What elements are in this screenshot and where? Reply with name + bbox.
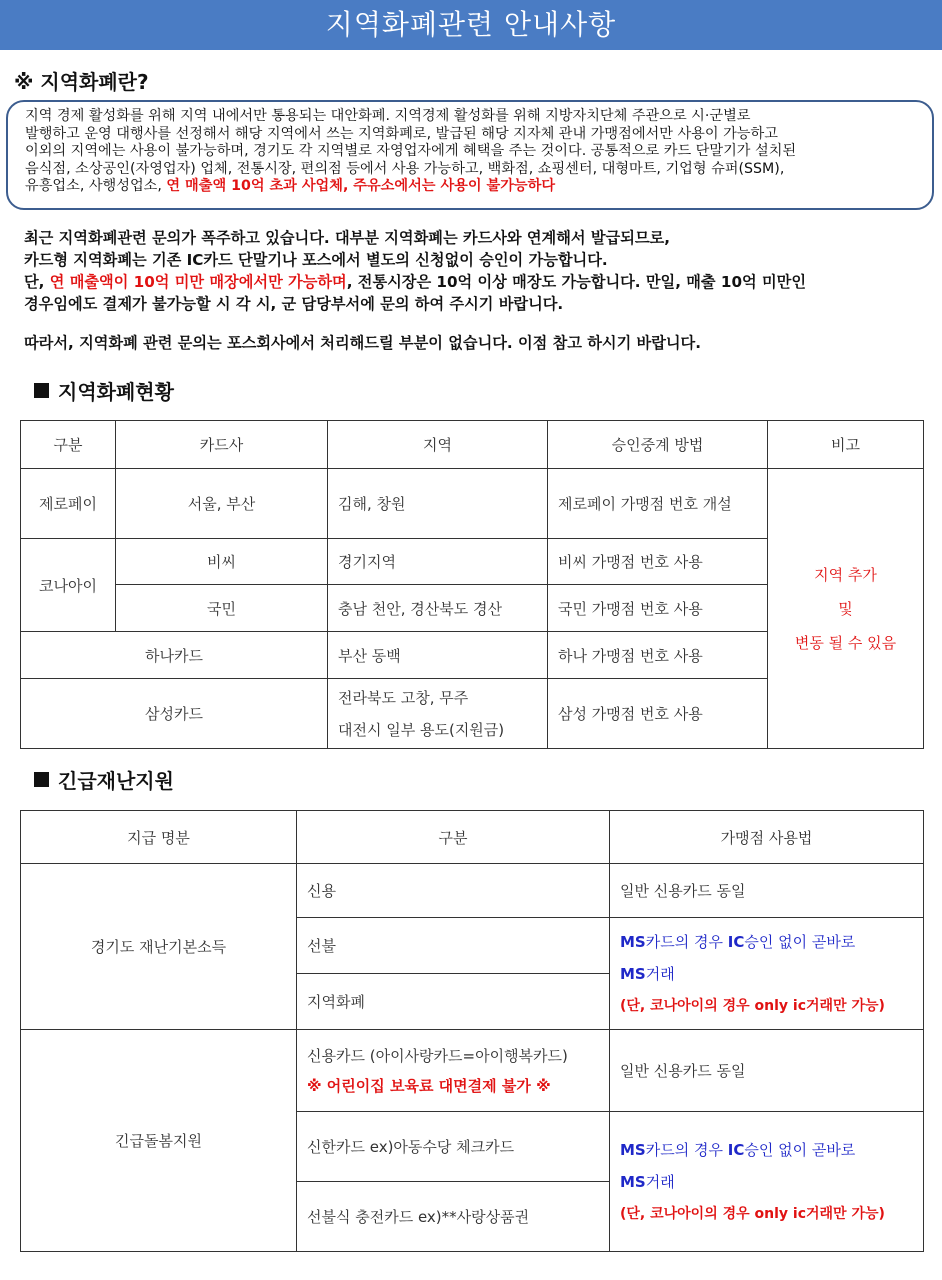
notice-line bbox=[24, 271, 934, 293]
category-cell: 신한카드 ex)아동수당 체크카드 bbox=[297, 1112, 610, 1182]
region-cell: 경기지역 bbox=[328, 539, 548, 585]
disaster-section-heading bbox=[34, 765, 174, 794]
notice-red-text: 연 매출액이 10억 미만 매장에서만 가능하며 bbox=[49, 273, 347, 291]
table-header-row bbox=[21, 811, 924, 864]
usage-cell: 일반 신용카드 동일 bbox=[610, 1030, 924, 1112]
region-cell: 충남 천안, 경산북도 경산 bbox=[328, 585, 548, 632]
remark-line: 지역 추가 bbox=[814, 565, 877, 584]
usage-line bbox=[620, 1134, 913, 1166]
card-cell: 하나카드 bbox=[21, 632, 328, 679]
usage-note: (단, 코나아이의 경우 only ic거래만 가능) bbox=[620, 997, 885, 1014]
method-cell: 비씨 가맹점 번호 사용 bbox=[548, 539, 768, 585]
usage-line bbox=[620, 926, 913, 958]
header-cell: 지역 bbox=[328, 421, 548, 469]
header-cell: 구분 bbox=[21, 421, 116, 469]
status-section-heading bbox=[34, 376, 174, 405]
definition-line: 이외의 지역에는 사용이 불가능하며, 경기도 각 지역별로 자영업자에게 혜택을 주는 것이다. 공통적으로 카드 단말기가 설치된 bbox=[25, 143, 797, 159]
category-cell: 선불식 충전카드 ex)**사랑상품권 bbox=[297, 1182, 610, 1252]
page-title: 지역화폐관련 안내사항 bbox=[325, 8, 617, 41]
notice-line: 카드형 지역화폐는 기존 IC카드 단말기나 포스에서 별도의 신청없이 승인이 가능합니다. bbox=[24, 251, 608, 269]
usage-line bbox=[620, 1166, 913, 1198]
payment-purpose-cell: 경기도 재난기본소득 bbox=[21, 864, 297, 1030]
status-table bbox=[20, 420, 924, 749]
usage-note: (단, 코나아이의 경우 only ic거래만 가능) bbox=[620, 1205, 885, 1222]
region-cell: 부산 동백 bbox=[328, 632, 548, 679]
header-cell: 가맹점 사용법 bbox=[610, 811, 924, 864]
usage-blue-text: MS bbox=[620, 964, 646, 983]
definition-box bbox=[6, 100, 934, 210]
usage-blue-text: MS bbox=[620, 1140, 646, 1159]
warning-text: ※ 어린이집 보육료 대면결제 불가 ※ bbox=[307, 1076, 551, 1095]
card-cell: 서울, 부산 bbox=[116, 469, 328, 539]
usage-blue-text: 승인 없이 곧바로 bbox=[744, 1140, 856, 1159]
notice-text: , 전통시장은 10억 이상 매장도 가능합니다. 만일, 매출 10억 미만인 bbox=[346, 273, 806, 291]
usage-blue-text: 승인 없이 곧바로 bbox=[744, 932, 856, 951]
header-cell: 지급 명분 bbox=[21, 811, 297, 864]
definition-line: 발행하고 운영 대행사를 선정해서 해당 지역에서 쓰는 지역화폐로, 발급된 해당 지자체 관내 가맹점에서만 사용이 가능하고 bbox=[25, 125, 778, 142]
category-cell: 신용 bbox=[297, 864, 610, 918]
restriction-text: 연 매출액 10억 초과 사업체, 주유소에서는 사용이 불가능하다 bbox=[166, 178, 556, 194]
method-cell: 제로페이 가맹점 번호 개설 bbox=[548, 469, 768, 539]
square-bullet-icon bbox=[34, 772, 49, 787]
table-row bbox=[21, 1030, 924, 1112]
usage-blue-text: IC bbox=[727, 1140, 745, 1159]
notice-block bbox=[24, 227, 934, 315]
header-cell: 비고 bbox=[768, 421, 924, 469]
status-section-title: 지역화폐현황 bbox=[58, 380, 174, 404]
header-cell: 카드사 bbox=[116, 421, 328, 469]
table-row bbox=[21, 469, 924, 539]
header-cell: 승인중계 방법 bbox=[548, 421, 768, 469]
remark-cell bbox=[768, 469, 924, 749]
category-cell: 선불 bbox=[297, 918, 610, 974]
card-cell: 비씨 bbox=[116, 539, 328, 585]
usage-blue-text: IC bbox=[727, 932, 745, 951]
usage-blue-text: MS bbox=[620, 1172, 646, 1191]
usage-cell bbox=[610, 1112, 924, 1252]
definition-line: 음식점, 소상공인(자영업자) 업체, 전통시장, 편의점 등에서 사용 가능하고, 백화점, 쇼핑센터, 대형마트, 기업형 슈퍼(SSM), bbox=[25, 160, 785, 177]
notice-line: 경우임에도 결제가 불가능할 시 각 시, 군 담당부서에 문의 하여 주시기 바랍니다. bbox=[24, 295, 564, 313]
region-line: 전라북도 고창, 무주 bbox=[338, 688, 469, 707]
remark-line: 및 bbox=[838, 599, 853, 618]
notice-footer: 따라서, 지역화폐 관련 문의는 포스회사에서 처리해드릴 부분이 없습니다. 이점 참고 하시기 바랍니다. bbox=[24, 334, 701, 352]
card-cell: 삼성카드 bbox=[21, 679, 328, 749]
definition-heading: ※ 지역화폐란? bbox=[14, 70, 149, 94]
method-cell: 삼성 가맹점 번호 사용 bbox=[548, 679, 768, 749]
card-cell: 국민 bbox=[116, 585, 328, 632]
region-cell: 김해, 창원 bbox=[328, 469, 548, 539]
table-header-row bbox=[21, 421, 924, 469]
usage-blue-text: MS bbox=[620, 932, 646, 951]
definition-line bbox=[25, 178, 922, 196]
usage-blue-text: 카드의 경우 bbox=[645, 932, 728, 951]
region-cell bbox=[328, 679, 548, 749]
notice-line: 최근 지역화폐관련 문의가 폭주하고 있습니다. 대부분 지역화폐는 카드사와 연계해서 발급되므로, bbox=[24, 229, 670, 247]
header-cell: 구분 bbox=[297, 811, 610, 864]
usage-cell: 일반 신용카드 동일 bbox=[610, 864, 924, 918]
method-cell: 국민 가맹점 번호 사용 bbox=[548, 585, 768, 632]
type-cell: 제로페이 bbox=[21, 469, 116, 539]
type-cell: 코나아이 bbox=[21, 539, 116, 632]
notice-text: 단, bbox=[24, 273, 50, 291]
usage-line bbox=[620, 958, 913, 990]
usage-blue-text: 거래 bbox=[645, 964, 675, 983]
disaster-section-title: 긴급재난지원 bbox=[58, 769, 174, 793]
usage-blue-text: 거래 bbox=[645, 1172, 675, 1191]
table-row bbox=[21, 864, 924, 918]
definition-line: 지역 경제 활성화를 위해 지역 내에서만 통용되는 대안화폐. 지역경제 활성화를 위해 지방자치단체 주관으로 시·군별로 bbox=[25, 108, 751, 124]
page-title-banner bbox=[0, 0, 942, 50]
category-cell: 지역화폐 bbox=[297, 974, 610, 1030]
usage-blue-text: 카드의 경우 bbox=[645, 1140, 728, 1159]
remark-line: 변동 될 수 있음 bbox=[794, 633, 897, 652]
method-cell: 하나 가맹점 번호 사용 bbox=[548, 632, 768, 679]
definition-line-text: 유흥업소, 사행성업소, bbox=[25, 178, 167, 194]
category-line: 신용카드 (아이사랑카드=아이행복카드) bbox=[307, 1046, 568, 1065]
square-bullet-icon bbox=[34, 383, 49, 398]
category-cell bbox=[297, 1030, 610, 1112]
payment-purpose-cell: 긴급돌봄지원 bbox=[21, 1030, 297, 1252]
usage-cell bbox=[610, 918, 924, 1030]
region-line: 대전시 일부 용도(지원금) bbox=[338, 720, 505, 739]
disaster-table bbox=[20, 810, 924, 1252]
